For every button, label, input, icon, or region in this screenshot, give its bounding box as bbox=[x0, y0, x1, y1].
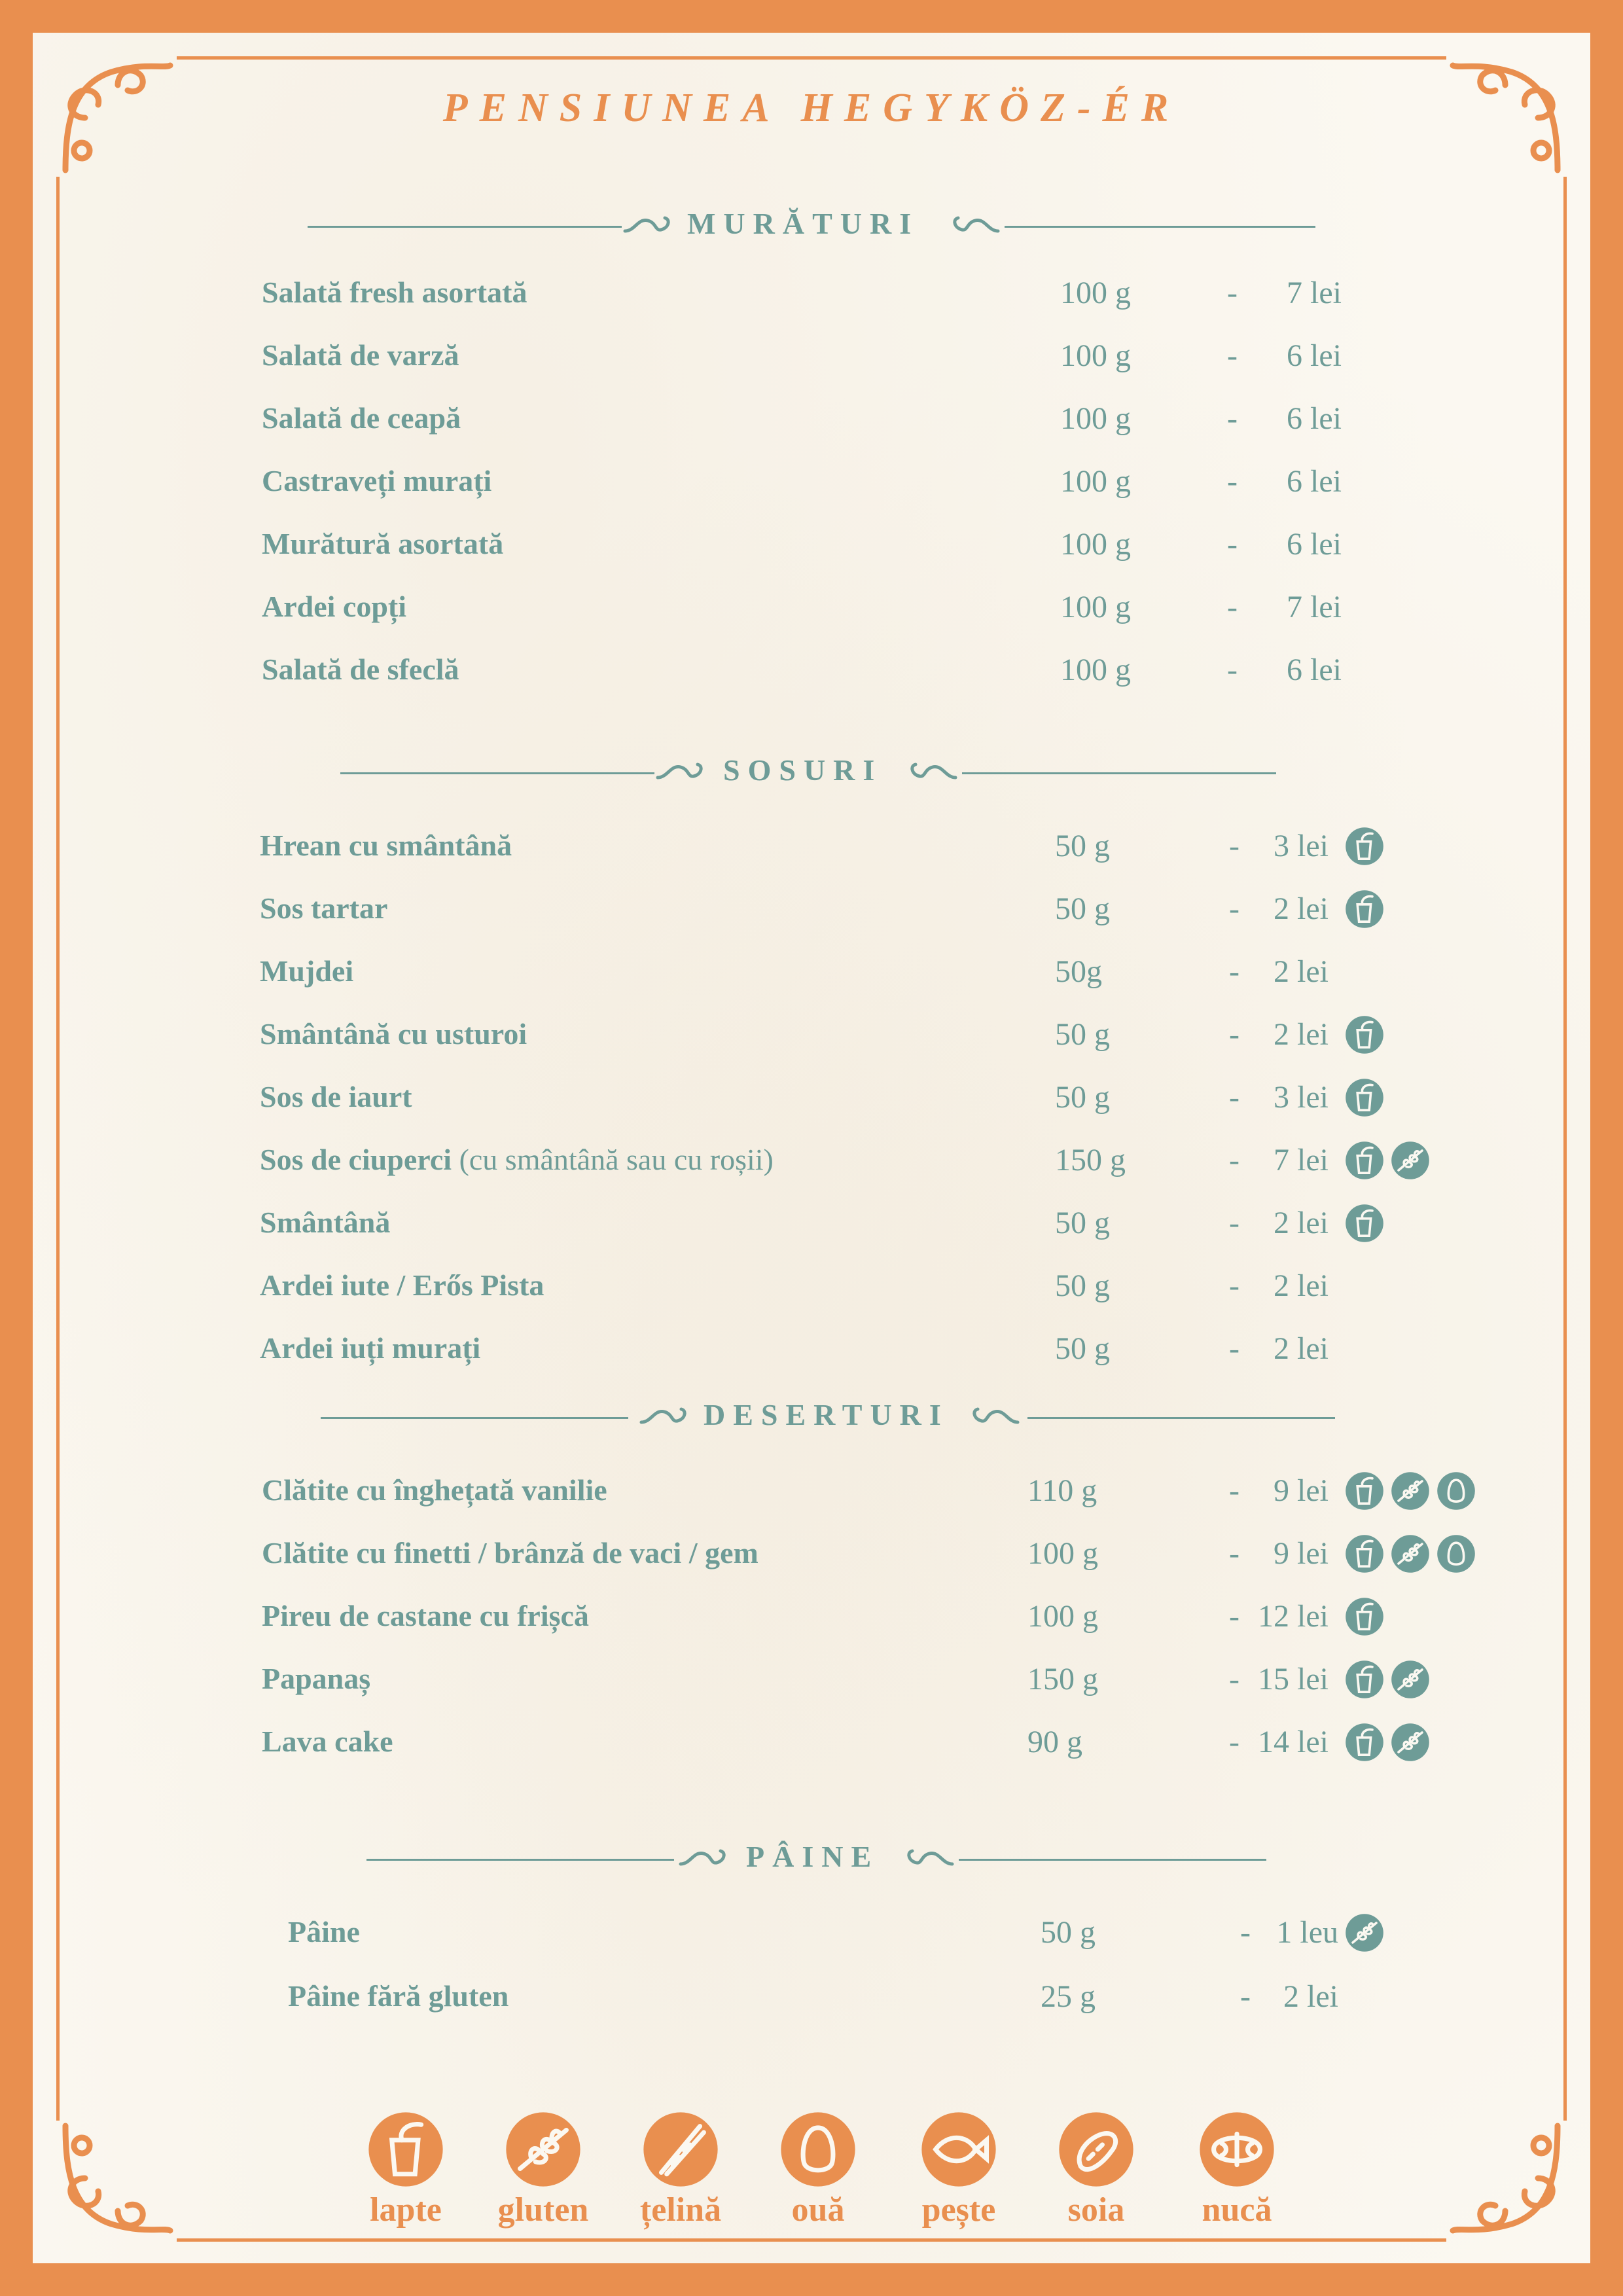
item-name-text: Castraveți murați bbox=[262, 464, 492, 497]
item-price: 2 lei bbox=[1274, 1268, 1329, 1303]
item-name bbox=[260, 1205, 390, 1240]
item-name bbox=[260, 1331, 480, 1365]
price-dash: - bbox=[1240, 1915, 1251, 1950]
item-name-text: Sos de ciuperci bbox=[260, 1143, 452, 1176]
egg-icon bbox=[1436, 1471, 1476, 1511]
menu-item-row bbox=[0, 652, 1623, 704]
menu-item-row bbox=[0, 463, 1623, 516]
swirl-icon bbox=[906, 758, 959, 784]
divider-line bbox=[366, 1859, 674, 1861]
menu-item-row bbox=[0, 1473, 1623, 1525]
item-quantity: 110 g bbox=[1027, 1473, 1097, 1508]
milk-icon bbox=[1345, 1471, 1384, 1511]
menu-item-row bbox=[0, 1979, 1623, 2031]
item-name-text: Pireu de castane cu frișcă bbox=[262, 1599, 589, 1632]
item-quantity: 100 g bbox=[1060, 464, 1131, 499]
section-header-deserturi bbox=[0, 1397, 1623, 1437]
swirl-icon bbox=[903, 1844, 955, 1871]
item-quantity: 50 g bbox=[1055, 1206, 1110, 1240]
section-header-muraturi bbox=[0, 206, 1623, 245]
milk-icon bbox=[1345, 1015, 1384, 1054]
item-quantity: 50 g bbox=[1055, 1268, 1110, 1303]
wheat-icon bbox=[505, 2111, 582, 2188]
price-dash: - bbox=[1229, 829, 1240, 863]
item-price: 2 lei bbox=[1274, 1017, 1329, 1052]
item-price: 2 lei bbox=[1274, 1206, 1329, 1240]
item-name-text: Salată de ceapă bbox=[262, 401, 461, 435]
price-dash: - bbox=[1229, 1599, 1240, 1634]
item-name-text: Clătite cu înghețată vanilie bbox=[262, 1473, 607, 1507]
item-name-text: Pâine fără gluten bbox=[288, 1979, 509, 2013]
menu-item-row bbox=[0, 338, 1623, 390]
item-quantity: 100 g bbox=[1060, 338, 1131, 373]
legend-item-peste bbox=[900, 2111, 1018, 2229]
price-dash: - bbox=[1240, 1979, 1251, 2014]
item-name-text: Smântână cu usturoi bbox=[260, 1017, 527, 1050]
item-name-text: Ardei iuți murați bbox=[260, 1331, 481, 1365]
item-name-text: Salată de varză bbox=[262, 338, 459, 372]
item-name bbox=[262, 1535, 758, 1570]
section-title: DESERTURI bbox=[704, 1398, 949, 1431]
menu-item-row bbox=[0, 1598, 1623, 1651]
item-price: 2 lei bbox=[1274, 891, 1329, 926]
swirl-icon bbox=[969, 1403, 1021, 1429]
item-name bbox=[262, 652, 459, 687]
item-name bbox=[262, 1473, 607, 1507]
item-name-text: Ardei iute / Erős Pista bbox=[260, 1268, 544, 1302]
item-price: 2 lei bbox=[1283, 1979, 1338, 2014]
menu-item-row bbox=[0, 1016, 1623, 1069]
price-dash: - bbox=[1227, 464, 1238, 499]
swirl-icon bbox=[638, 1403, 690, 1429]
price-dash: - bbox=[1229, 1143, 1240, 1177]
item-quantity: 25 g bbox=[1041, 1979, 1096, 2014]
section-header-sosuri bbox=[0, 753, 1623, 792]
item-name bbox=[262, 589, 406, 624]
item-name bbox=[288, 1979, 508, 2013]
divider-line bbox=[962, 772, 1276, 774]
price-dash: - bbox=[1229, 1206, 1240, 1240]
fish-icon bbox=[920, 2111, 997, 2188]
menu-item-row bbox=[0, 275, 1623, 327]
item-quantity: 90 g bbox=[1027, 1725, 1082, 1759]
legend-label: gluten bbox=[497, 2191, 589, 2229]
item-price: 6 lei bbox=[1287, 527, 1342, 562]
item-quantity: 150 g bbox=[1027, 1662, 1098, 1696]
item-name-text: Clătite cu finetti / brânză de vaci / gem bbox=[262, 1536, 758, 1570]
menu-item-row bbox=[0, 1535, 1623, 1588]
legend-item-gluten bbox=[484, 2111, 602, 2229]
price-dash: - bbox=[1227, 590, 1238, 624]
corner-ornament-bottom-right bbox=[1446, 2119, 1577, 2250]
item-quantity: 100 g bbox=[1060, 276, 1131, 310]
item-name-text: Ardei copți bbox=[262, 590, 407, 623]
item-quantity: 50g bbox=[1055, 954, 1102, 989]
item-price: 14 lei bbox=[1258, 1725, 1329, 1759]
item-quantity: 100 g bbox=[1060, 527, 1131, 562]
item-name-text: Lava cake bbox=[262, 1725, 393, 1758]
soy-icon bbox=[1058, 2111, 1135, 2188]
price-dash: - bbox=[1229, 954, 1240, 989]
divider-line bbox=[308, 226, 622, 228]
item-quantity: 50 g bbox=[1055, 1331, 1110, 1366]
item-name-text: Salată fresh asortată bbox=[262, 276, 527, 309]
menu-item-row bbox=[0, 401, 1623, 453]
menu-item-row bbox=[0, 1268, 1623, 1320]
item-name-text: Sos tartar bbox=[260, 891, 388, 925]
wheat-icon bbox=[1391, 1534, 1430, 1573]
item-name bbox=[262, 1661, 370, 1696]
menu-item-row bbox=[0, 1914, 1623, 1967]
divider-line bbox=[321, 1417, 628, 1419]
item-price: 6 lei bbox=[1287, 653, 1342, 687]
price-dash: - bbox=[1227, 401, 1238, 436]
item-name-text: Sos de iaurt bbox=[260, 1080, 412, 1113]
menu-item-row bbox=[0, 954, 1623, 1006]
wheat-icon bbox=[1391, 1723, 1430, 1762]
item-price: 3 lei bbox=[1274, 829, 1329, 863]
legend-label: lapte bbox=[370, 2191, 442, 2229]
legend-item-nuca bbox=[1178, 2111, 1296, 2229]
milk-icon bbox=[1345, 1078, 1384, 1117]
price-dash: - bbox=[1229, 891, 1240, 926]
item-price: 2 lei bbox=[1274, 1331, 1329, 1366]
item-name bbox=[260, 1079, 412, 1114]
section-title: PÂINE bbox=[746, 1840, 880, 1873]
divider-line bbox=[1027, 1417, 1335, 1419]
item-name-text: Pâine bbox=[288, 1915, 360, 1948]
item-name-text: Mujdei bbox=[260, 954, 354, 988]
milk-icon bbox=[1345, 1723, 1384, 1762]
item-quantity: 50 g bbox=[1055, 1080, 1110, 1115]
menu-item-row bbox=[0, 1142, 1623, 1194]
milk-icon bbox=[1345, 827, 1384, 866]
menu-item-row bbox=[0, 526, 1623, 579]
item-name bbox=[262, 401, 461, 435]
corner-ornament-bottom-left bbox=[46, 2119, 177, 2250]
milk-icon bbox=[1345, 889, 1384, 929]
inner-border-top bbox=[177, 56, 1446, 60]
menu-item-row bbox=[0, 589, 1623, 641]
item-price: 7 lei bbox=[1287, 590, 1342, 624]
legend-label: țelină bbox=[639, 2191, 722, 2229]
price-dash: - bbox=[1229, 1473, 1240, 1508]
price-dash: - bbox=[1229, 1536, 1240, 1571]
item-name bbox=[262, 275, 527, 310]
page-title: PENSIUNEA HEGYKÖZ-ÉR bbox=[442, 86, 1181, 130]
menu-item-row bbox=[0, 891, 1623, 943]
price-dash: - bbox=[1227, 276, 1238, 310]
menu-item-row bbox=[0, 1205, 1623, 1257]
item-name bbox=[262, 463, 491, 498]
item-name bbox=[262, 1598, 589, 1633]
item-price: 6 lei bbox=[1287, 464, 1342, 499]
item-quantity: 50 g bbox=[1055, 1017, 1110, 1052]
menu-item-row bbox=[0, 1661, 1623, 1713]
legend-label: nucă bbox=[1202, 2191, 1272, 2229]
item-name-note: (cu smântână sau cu roșii) bbox=[452, 1143, 774, 1176]
item-name bbox=[260, 1268, 544, 1302]
item-price: 15 lei bbox=[1258, 1662, 1329, 1696]
swirl-icon bbox=[949, 211, 1001, 238]
item-quantity: 150 g bbox=[1055, 1143, 1126, 1177]
legend-label: soia bbox=[1067, 2191, 1125, 2229]
legend-item-soia bbox=[1037, 2111, 1155, 2229]
item-price: 6 lei bbox=[1287, 338, 1342, 373]
item-quantity: 50 g bbox=[1055, 891, 1110, 926]
item-name bbox=[260, 891, 387, 925]
item-name bbox=[262, 1724, 393, 1759]
price-dash: - bbox=[1229, 1080, 1240, 1115]
item-name bbox=[260, 1016, 527, 1051]
egg-icon bbox=[1436, 1534, 1476, 1573]
milk-icon bbox=[1345, 1534, 1384, 1573]
item-name bbox=[260, 1142, 774, 1177]
item-quantity: 100 g bbox=[1060, 590, 1131, 624]
divider-line bbox=[340, 772, 654, 774]
item-quantity: 100 g bbox=[1060, 653, 1131, 687]
section-header-paine bbox=[0, 1839, 1623, 1878]
swirl-icon bbox=[622, 211, 674, 238]
item-price: 3 lei bbox=[1274, 1080, 1329, 1115]
item-name bbox=[260, 828, 512, 863]
walnut-icon bbox=[1198, 2111, 1275, 2188]
legend-item-lapte bbox=[347, 2111, 465, 2229]
item-price: 12 lei bbox=[1258, 1599, 1329, 1634]
swirl-icon bbox=[677, 1844, 730, 1871]
price-dash: - bbox=[1227, 527, 1238, 562]
section-title: SOSURI bbox=[723, 753, 883, 787]
item-name bbox=[262, 526, 503, 561]
item-price: 6 lei bbox=[1287, 401, 1342, 436]
milk-icon bbox=[1345, 1660, 1384, 1699]
price-dash: - bbox=[1229, 1017, 1240, 1052]
item-price: 9 lei bbox=[1274, 1473, 1329, 1508]
item-name bbox=[262, 338, 459, 372]
item-price: 9 lei bbox=[1274, 1536, 1329, 1571]
item-quantity: 100 g bbox=[1027, 1599, 1098, 1634]
milk-icon bbox=[1345, 1204, 1384, 1243]
price-dash: - bbox=[1227, 653, 1238, 687]
item-name-text: Murătură asortată bbox=[262, 527, 504, 560]
wheat-icon bbox=[1391, 1471, 1430, 1511]
milk-icon bbox=[1345, 1141, 1384, 1180]
item-quantity: 100 g bbox=[1060, 401, 1131, 436]
divider-line bbox=[1005, 226, 1315, 228]
item-price: 7 lei bbox=[1287, 276, 1342, 310]
swirl-icon bbox=[654, 758, 707, 784]
item-name bbox=[288, 1914, 360, 1949]
wheat-icon bbox=[1391, 1660, 1430, 1699]
item-name-text: Salată de sfeclă bbox=[262, 653, 459, 686]
item-quantity: 100 g bbox=[1027, 1536, 1098, 1571]
section-title: MURĂTURI bbox=[687, 207, 919, 240]
price-dash: - bbox=[1229, 1725, 1240, 1759]
price-dash: - bbox=[1227, 338, 1238, 373]
legend-label: pește bbox=[921, 2191, 996, 2229]
legend-label: ouă bbox=[791, 2191, 845, 2229]
menu-item-row bbox=[0, 1079, 1623, 1132]
milk-icon bbox=[1345, 1597, 1384, 1636]
item-name-text: Hrean cu smântână bbox=[260, 829, 512, 862]
price-dash: - bbox=[1229, 1268, 1240, 1303]
item-quantity: 50 g bbox=[1041, 1915, 1096, 1950]
menu-item-row bbox=[0, 1724, 1623, 1776]
milk-icon bbox=[367, 2111, 444, 2188]
item-name-text: Papanaș bbox=[262, 1662, 371, 1695]
wheat-icon bbox=[1391, 1141, 1430, 1180]
divider-line bbox=[959, 1859, 1266, 1861]
item-quantity: 50 g bbox=[1055, 829, 1110, 863]
item-name bbox=[260, 954, 353, 988]
celery-icon bbox=[642, 2111, 719, 2188]
menu-item-row bbox=[0, 1331, 1623, 1383]
legend-item-telina bbox=[622, 2111, 740, 2229]
legend-item-oua bbox=[759, 2111, 877, 2229]
item-price: 2 lei bbox=[1274, 954, 1329, 989]
inner-border-bottom bbox=[177, 2238, 1446, 2242]
item-price: 1 leu bbox=[1276, 1915, 1338, 1950]
price-dash: - bbox=[1229, 1662, 1240, 1696]
item-price: 7 lei bbox=[1274, 1143, 1329, 1177]
item-name-text: Smântână bbox=[260, 1206, 391, 1239]
wheat-icon bbox=[1345, 1913, 1384, 1952]
egg-icon bbox=[779, 2111, 857, 2188]
price-dash: - bbox=[1229, 1331, 1240, 1366]
menu-item-row bbox=[0, 828, 1623, 880]
